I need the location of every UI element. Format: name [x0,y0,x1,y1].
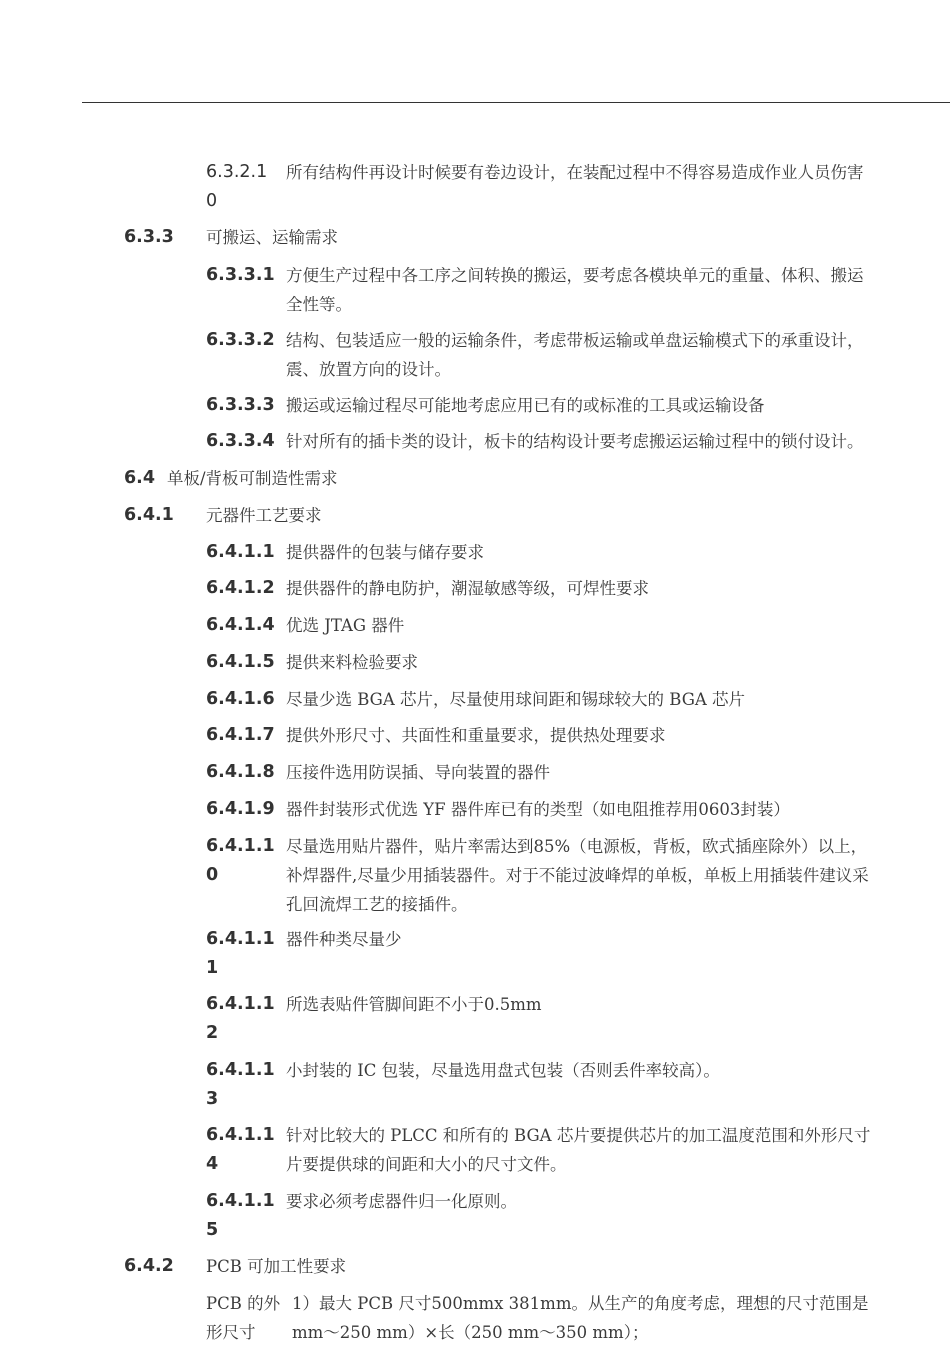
clause-number: 6.4.1.1 [206,1191,275,1211]
clause-text-line: 孔回流焊工艺的接插件。 [286,895,468,914]
section-title: 元器件工艺要求 [206,506,322,525]
clause-text-line: 尽量选用贴片器件，贴片率需达到85%（电源板，背板，欧式插座除外）以上， [286,837,868,856]
clause-text: 要求必须考虑器件归一化原则。 [286,1192,517,1211]
clause-text: 搬运或运输过程尽可能地考虑应用已有的或标准的工具或运输设备 [286,396,765,415]
clause-number: 6.4.1.1 [206,994,275,1014]
pcb-outline-text-line: mm～250 mm）×长（250 mm～350 mm）； [292,1323,649,1342]
clause-text: 器件种类尽量少 [286,930,402,949]
clause-text [286,261,864,319]
section-number: 6.4.2 [124,1256,174,1276]
clause-text: 针对所有的插卡类的设计，板卡的结构设计要考虑搬运运输过程中的锁付设计。 [286,432,864,451]
clause-text-line: 结构、包装适应一般的运输条件，考虑带板运输或单盘运输模式下的承重设计， [286,331,864,350]
clause-text: 提供器件的静电防护，潮湿敏感等级，可焊性要求 [286,579,649,598]
clause-text-line: 震、放置方向的设计。 [286,360,451,379]
clause-number: 6.4.1.1 [206,836,275,856]
clause-text-line: 全性等。 [286,295,352,314]
clause-number: 6.4.1.5 [206,652,275,672]
clause-text: 所选表贴件管脚间距不小于0.5mm [286,995,542,1014]
clause-text-line: 针对比较大的 PLCC 和所有的 BGA 芯片要提供芯片的加工温度范围和外形尺寸 [286,1126,871,1145]
clause-number-wrap: 0 [206,865,219,885]
chapter-title: 单板/背板可制造性需求 [167,469,338,488]
section-number: 6.4.1 [124,505,174,525]
clause-number: 6.3.3.3 [206,395,275,415]
clause-number-wrap: 0 [206,191,218,211]
clause-number: 6.4.1.1 [206,1060,275,1080]
clause-number-wrap: 5 [206,1220,219,1240]
clause-text: 优选 JTAG 器件 [286,616,405,635]
clause-number: 6.3.3.2 [206,330,275,350]
section-number: 6.3.3 [124,227,174,247]
clause-text: 尽量少选 BGA 芯片，尽量使用球间距和锡球较大的 BGA 芯片 [286,690,746,709]
clause-number: 6.3.3.1 [206,265,275,285]
clause-text [286,326,864,384]
clause-text-line: 所有结构件再设计时候要有卷边设计，在装配过程中不得容易造成作业人员伤害 [286,163,864,182]
clause-text [286,158,864,187]
clause-text: 提供器件的包装与储存要求 [286,543,484,562]
clause-text-line: 补焊器件,尽量少用插装器件。对于不能过波峰焊的单板，单板上用插装件建议采 [286,866,869,885]
header-rule [82,102,950,103]
section-title: 可搬运、运输需求 [206,228,338,247]
clause-text-line: 方便生产过程中各工序之间转换的搬运，要考虑各模块单元的重量、体积、搬运 [286,266,864,285]
pcb-outline-text-line: 1）最大 PCB 尺寸500mmx 381mm。从生产的角度考虑，理想的尺寸范围是 [292,1294,869,1313]
clause-number: 6.4.1.1 [206,929,275,949]
clause-number-wrap: 2 [206,1023,219,1043]
clause-text: 提供外形尺寸、共面性和重量要求，提供热处理要求 [286,726,666,745]
clause-number: 6.4.1.1 [206,542,275,562]
clause-text [286,1121,870,1179]
clause-number: 6.3.2.1 [206,162,268,182]
pcb-outline-label [206,1289,280,1345]
clause-number-wrap: 1 [206,958,219,978]
clause-text: 小封装的 IC 包装，尽量选用盘式包装（否则丢件率较高）。 [286,1061,720,1080]
clause-text-line: 片要提供球的间距和大小的尺寸文件。 [286,1155,567,1174]
clause-number: 6.4.1.9 [206,799,275,819]
section-title: PCB 可加工性要求 [206,1257,347,1276]
clause-number-wrap: 4 [206,1154,219,1174]
clause-text: 器件封装形式优选 YF 器件库已有的类型（如电阻推荐用0603封装） [286,800,790,819]
clause-number: 6.4.1.4 [206,615,275,635]
pcb-outline-text [292,1289,868,1345]
clause-number: 6.4.1.6 [206,689,275,709]
clause-number: 6.3.3.4 [206,431,275,451]
pcb-outline-label-line: 形尺寸 [206,1323,256,1342]
clause-text [286,832,869,919]
clause-number-wrap: 3 [206,1089,219,1109]
pcb-outline-label-line: PCB 的外 [206,1294,281,1313]
clause-text: 压接件选用防误插、导向装置的器件 [286,763,550,782]
clause-number: 6.4.1.2 [206,578,275,598]
clause-text: 提供来料检验要求 [286,653,418,672]
clause-number: 6.4.1.7 [206,725,275,745]
clause-number: 6.4.1.1 [206,1125,275,1145]
clause-number: 6.4.1.8 [206,762,275,782]
chapter-number: 6.4 [124,468,156,488]
